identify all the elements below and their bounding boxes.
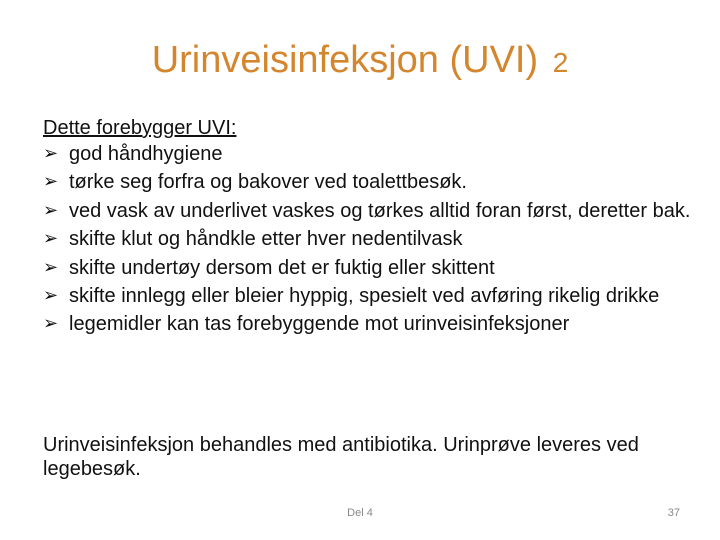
- arrow-bullet-icon: ➢: [43, 284, 59, 306]
- arrow-bullet-icon: ➢: [43, 228, 59, 250]
- arrow-bullet-icon: ➢: [43, 143, 59, 164]
- bullet-text: ved vask av underlivet vaskes og tørkes alltid foran først, deretter bak.: [69, 199, 691, 222]
- summary-text: Urinveisinfeksjon behandles med antibiotika. Urinprøve leveres ved legebesøk.: [43, 434, 639, 480]
- bullet-text: god håndhygiene: [69, 143, 223, 165]
- slide-title-text: Urinveisinfeksjon (UVI): [151, 39, 539, 81]
- bullet-text: skifte undertøy dersom det er fuktig eller skittent: [69, 256, 495, 279]
- list-item: [43, 199, 693, 223]
- list-item: [43, 256, 693, 280]
- list-item: [43, 312, 693, 336]
- list-item: [43, 227, 693, 251]
- arrow-bullet-icon: ➢: [43, 171, 59, 193]
- footer-section-label: Del 4: [347, 507, 373, 519]
- bullet-text: skifte innlegg eller bleier hyppig, spesielt ved avføring rikelig drikke: [69, 284, 660, 307]
- slide-title-number: 2: [552, 47, 569, 78]
- arrow-bullet-icon: ➢: [43, 199, 59, 221]
- bullet-list: [43, 142, 693, 341]
- bullet-text: skifte klut og håndkle etter hver nedentilvask: [69, 228, 463, 251]
- arrow-bullet-icon: ➢: [43, 256, 59, 278]
- page-number: 37: [667, 507, 680, 519]
- list-item: [43, 170, 693, 194]
- intro-text: Dette forebygger UVI:: [43, 117, 237, 139]
- list-item: [43, 142, 693, 166]
- bullet-text: tørke seg forfra og bakover ved toalettbesøk.: [69, 171, 467, 194]
- slide-title: [0, 38, 720, 84]
- list-item: [43, 284, 693, 308]
- arrow-bullet-icon: ➢: [43, 313, 59, 335]
- bullet-text: legemidler kan tas forebyggende mot urinveisinfeksjoner: [69, 313, 570, 336]
